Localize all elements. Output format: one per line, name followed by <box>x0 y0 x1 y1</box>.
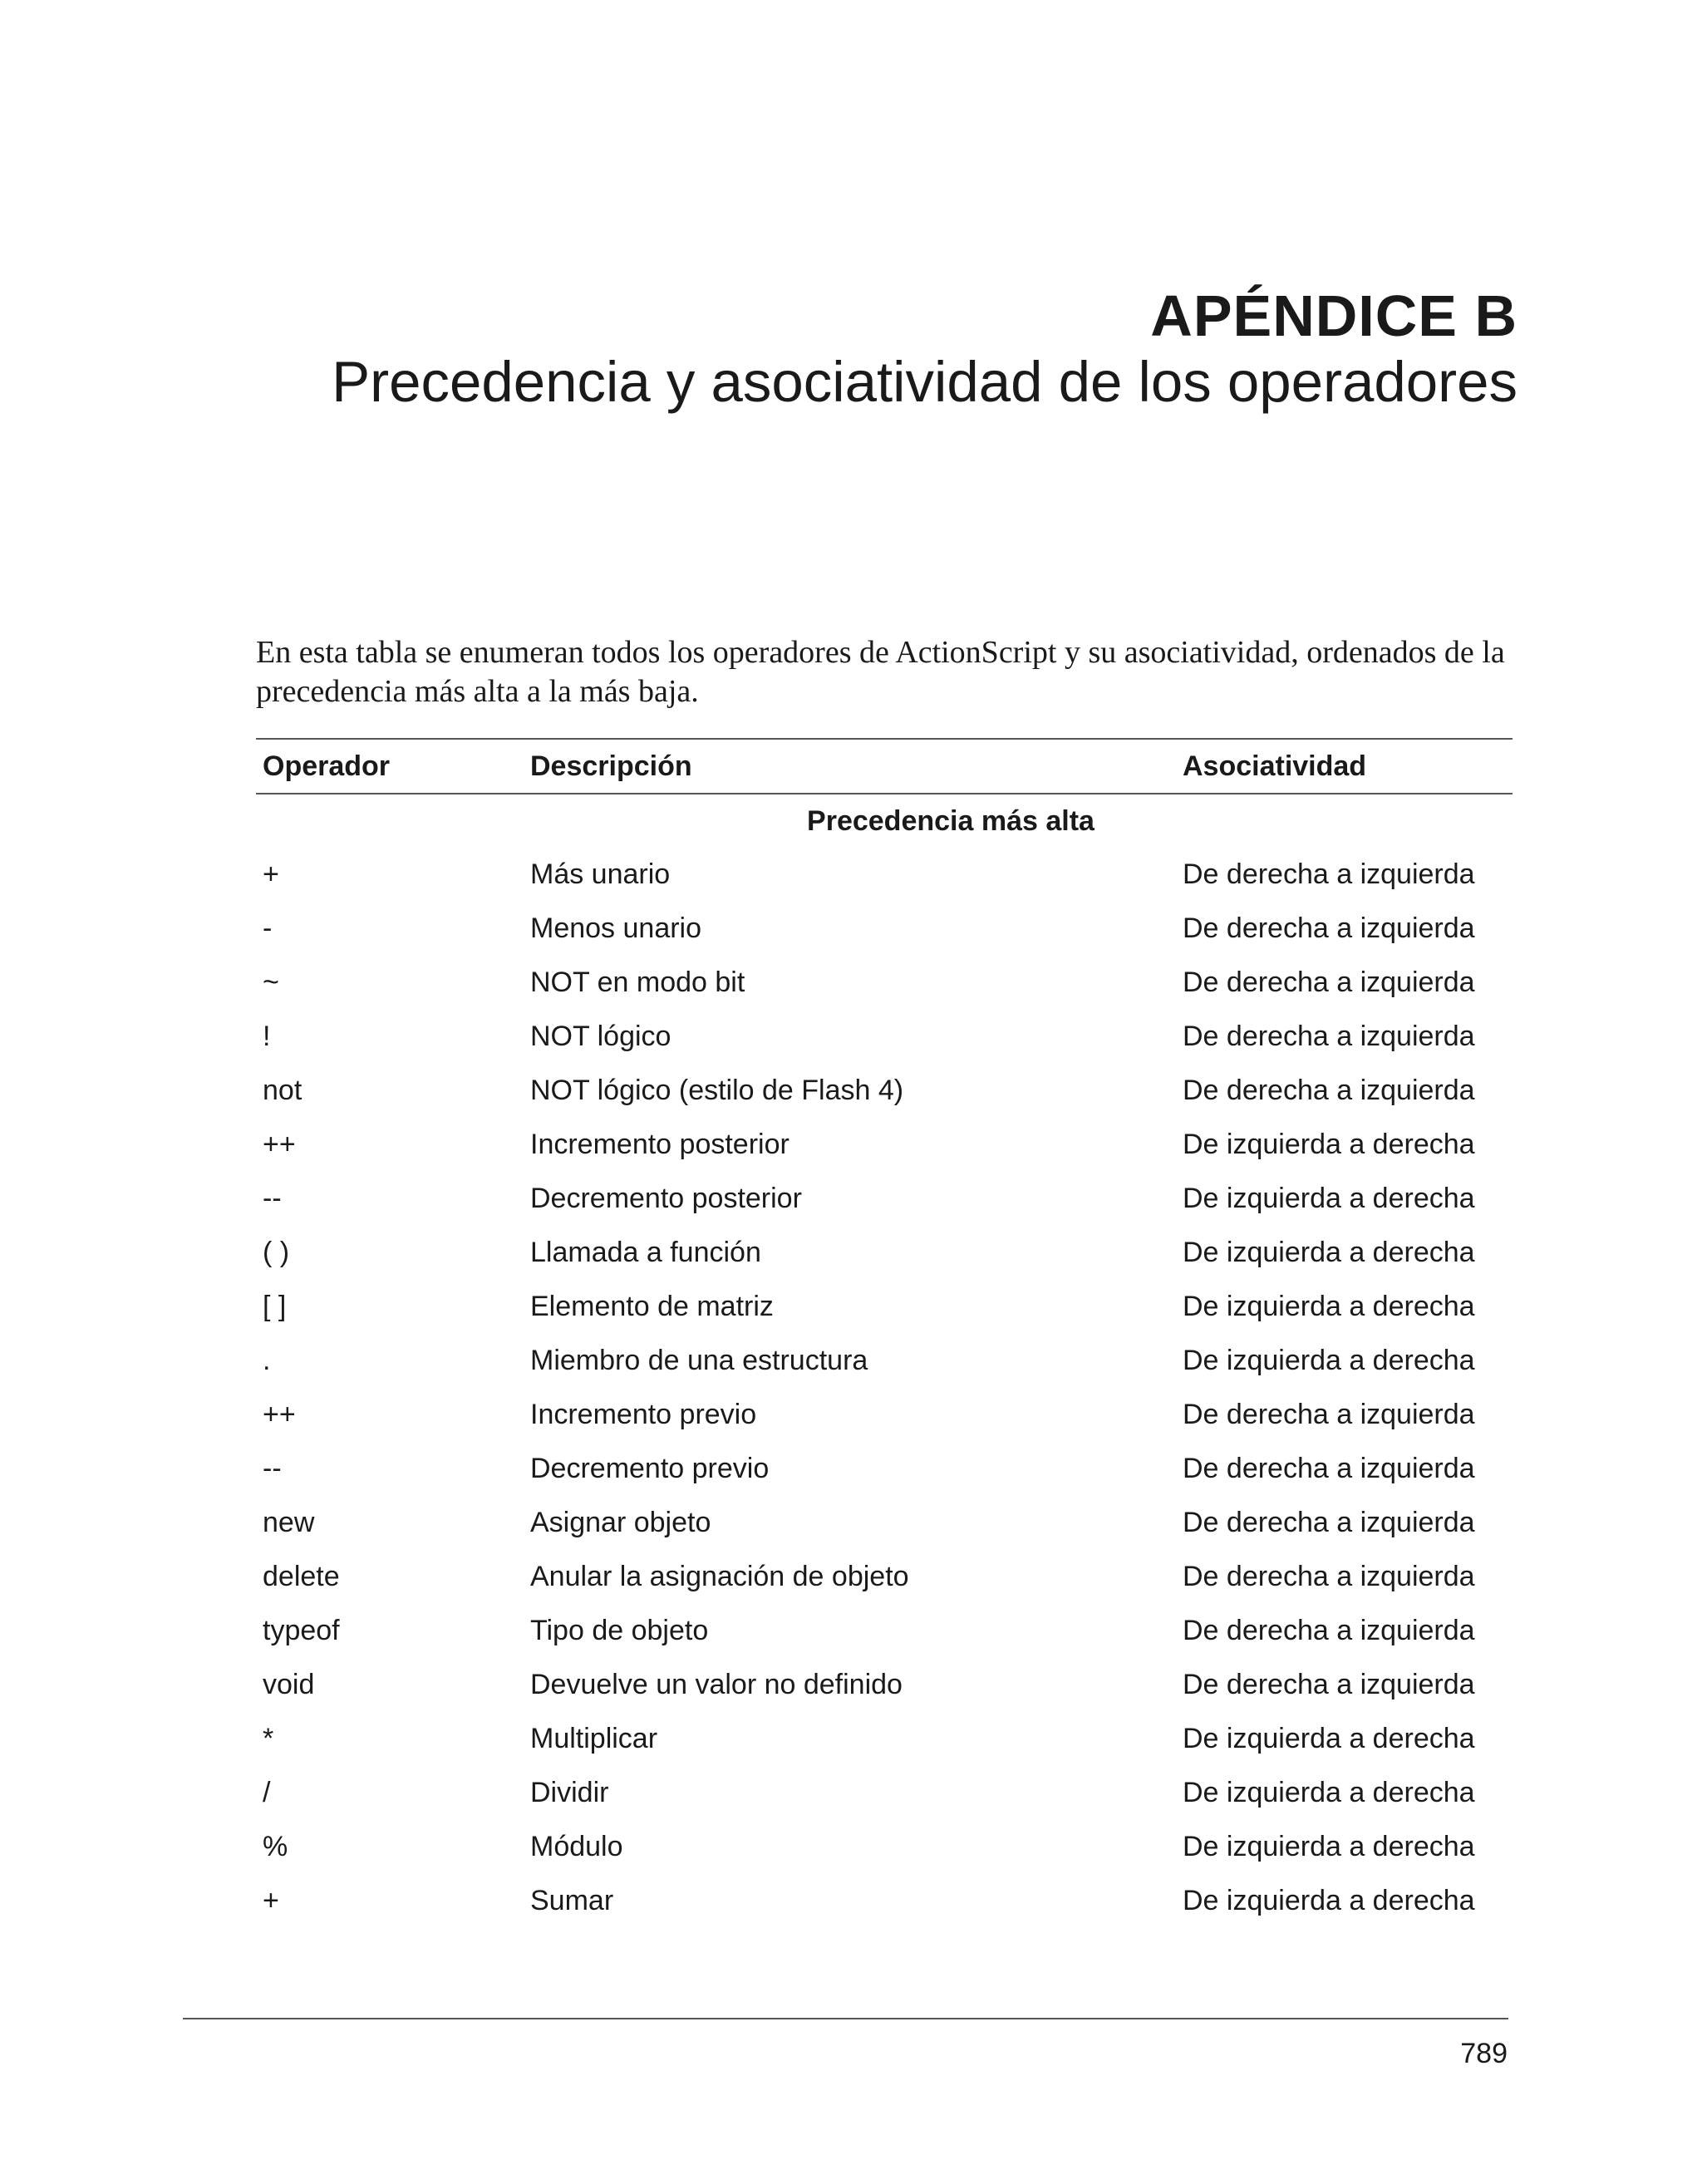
associativity-cell: De izquierda a derecha <box>1183 1885 1475 1916</box>
table-row <box>256 848 1513 902</box>
description-cell: Módulo <box>530 1831 623 1862</box>
operator-cell: ~ <box>263 967 279 998</box>
associativity-cell: De izquierda a derecha <box>1183 1831 1475 1862</box>
operator-cell: typeof <box>263 1615 340 1646</box>
associativity-cell: De derecha a izquierda <box>1183 1399 1475 1430</box>
table-row <box>256 1010 1513 1064</box>
table-row <box>256 1226 1513 1280</box>
operator-cell: delete <box>263 1561 340 1592</box>
table-row <box>256 1280 1513 1334</box>
table-row <box>256 956 1513 1010</box>
description-cell: Anular la asignación de objeto <box>530 1561 909 1592</box>
associativity-cell: De derecha a izquierda <box>1183 1507 1475 1538</box>
table-row <box>256 1172 1513 1226</box>
operator-cell: . <box>263 1345 271 1376</box>
table-row <box>256 1442 1513 1496</box>
table-header-row <box>256 740 1513 793</box>
associativity-cell: De derecha a izquierda <box>1183 1561 1475 1592</box>
description-cell: Decremento posterior <box>530 1183 802 1214</box>
operator-cell: void <box>263 1669 315 1700</box>
associativity-cell: De izquierda a derecha <box>1183 1291 1475 1322</box>
chapter-label: APÉNDICE B <box>1150 283 1518 348</box>
table-row <box>256 1550 1513 1604</box>
operator-cell: % <box>263 1831 288 1862</box>
operator-cell: ++ <box>263 1399 296 1430</box>
table-row <box>256 1496 1513 1550</box>
description-cell: Miembro de una estructura <box>530 1345 868 1376</box>
description-cell: NOT lógico (estilo de Flash 4) <box>530 1075 904 1106</box>
operator-cell: + <box>263 1885 279 1916</box>
operator-cell: [ ] <box>263 1291 287 1322</box>
associativity-cell: De izquierda a derecha <box>1183 1345 1475 1376</box>
intro-paragraph: En esta tabla se enumeran todos los operadores de ActionScript y su asociatividad, ordenados de la precedencia más alta a la más baja. <box>256 635 1505 709</box>
description-cell: Multiplicar <box>530 1723 658 1754</box>
associativity-cell: De derecha a izquierda <box>1183 967 1475 998</box>
associativity-cell: De derecha a izquierda <box>1183 858 1475 890</box>
associativity-cell: De derecha a izquierda <box>1183 1075 1475 1106</box>
table-row <box>256 1712 1513 1766</box>
associativity-cell: De izquierda a derecha <box>1183 1723 1475 1754</box>
description-cell: Incremento previo <box>530 1399 757 1430</box>
associativity-cell: De derecha a izquierda <box>1183 912 1475 944</box>
description-cell: Elemento de matriz <box>530 1291 774 1322</box>
associativity-cell: De izquierda a derecha <box>1183 1237 1475 1268</box>
description-cell: Sumar <box>530 1885 614 1916</box>
chapter-title: Precedencia y asociatividad de los operadores <box>332 350 1518 414</box>
table-row <box>256 1766 1513 1820</box>
associativity-cell: De derecha a izquierda <box>1183 1021 1475 1052</box>
table-row <box>256 902 1513 956</box>
associativity-cell: De derecha a izquierda <box>1183 1669 1475 1700</box>
description-cell: Tipo de objeto <box>530 1615 709 1646</box>
description-cell: Asignar objeto <box>530 1507 711 1538</box>
table-row <box>256 1658 1513 1712</box>
description-cell: Menos unario <box>530 912 702 944</box>
description-cell: NOT en modo bit <box>530 967 745 998</box>
table-body <box>256 848 1513 1928</box>
column-header-operador: Operador <box>263 750 391 782</box>
associativity-cell: De derecha a izquierda <box>1183 1615 1475 1646</box>
table-row <box>256 1334 1513 1388</box>
operator-cell: -- <box>263 1453 282 1484</box>
description-cell: Llamada a función <box>530 1237 761 1268</box>
operator-cell: * <box>263 1723 274 1754</box>
description-cell: Devuelve un valor no definido <box>530 1669 903 1700</box>
operator-table <box>256 738 1513 1928</box>
associativity-cell: De izquierda a derecha <box>1183 1777 1475 1808</box>
footer-rule <box>183 2018 1508 2019</box>
section-label: Precedencia más alta <box>807 804 1094 837</box>
operator-cell: - <box>263 912 273 944</box>
description-cell: Incremento posterior <box>530 1129 790 1160</box>
table-row <box>256 1118 1513 1172</box>
section-label-row <box>256 794 1513 848</box>
operator-cell: not <box>263 1075 303 1106</box>
operator-cell: new <box>263 1507 315 1538</box>
table-row <box>256 1820 1513 1874</box>
associativity-cell: De derecha a izquierda <box>1183 1453 1475 1484</box>
column-header-descripcion: Descripción <box>530 750 692 782</box>
operator-cell: / <box>263 1777 271 1808</box>
description-cell: Más unario <box>530 858 671 890</box>
description-cell: Decremento previo <box>530 1453 770 1484</box>
table-row <box>256 1874 1513 1928</box>
associativity-cell: De izquierda a derecha <box>1183 1183 1475 1214</box>
table-row <box>256 1388 1513 1442</box>
column-header-asociatividad: Asociatividad <box>1183 750 1367 782</box>
operator-cell: + <box>263 858 279 890</box>
operator-cell: ++ <box>263 1129 296 1160</box>
table-row <box>256 1064 1513 1118</box>
operator-cell: ! <box>263 1021 271 1052</box>
operator-cell: ( ) <box>263 1237 290 1268</box>
description-cell: Dividir <box>530 1777 609 1808</box>
table-row <box>256 1604 1513 1658</box>
operator-cell: -- <box>263 1183 282 1214</box>
page-number: 789 <box>1460 2038 1508 2069</box>
description-cell: NOT lógico <box>530 1021 671 1052</box>
associativity-cell: De izquierda a derecha <box>1183 1129 1475 1160</box>
